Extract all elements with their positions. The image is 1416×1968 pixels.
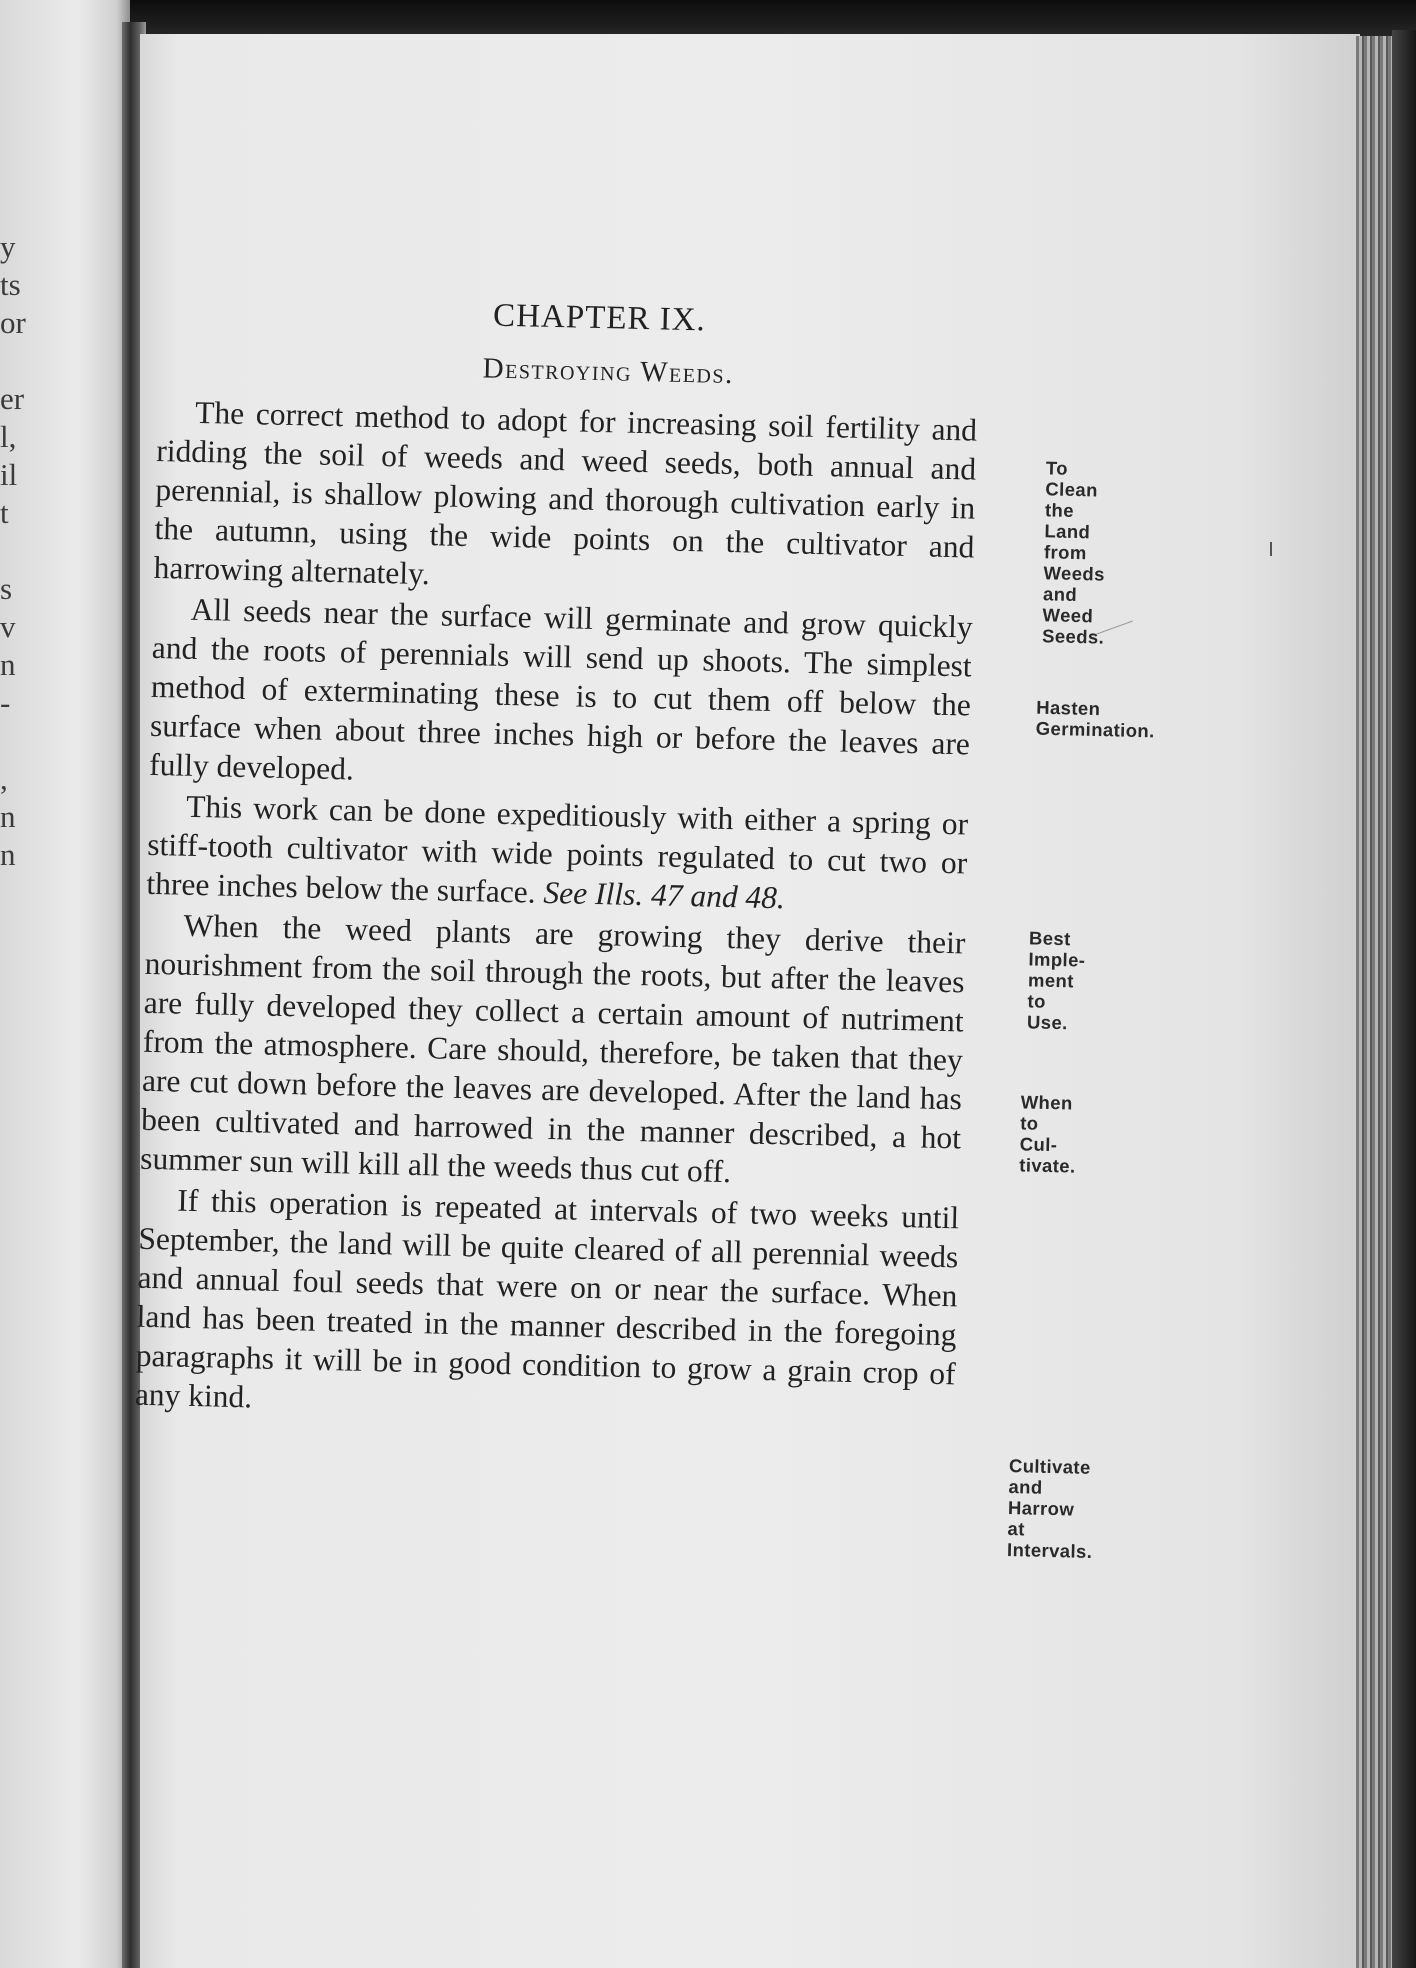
- paragraph: All seeds near the surface will germinate and grow quickly and the roots of perennials will send up shoots. The simplest method of exterminating these is to cut them off below the surface when about three inches high or before the leaves are fully developed.: [148, 591, 973, 787]
- left-fragment: v: [0, 609, 16, 644]
- left-fragment: [0, 722, 40, 760]
- margin-note: To Clean the Land from Weeds and Weed Seeds.: [1041, 457, 1106, 648]
- left-fragment: [0, 342, 40, 380]
- left-fragment: n: [0, 799, 16, 834]
- left-fragment: l,: [0, 419, 17, 454]
- margin-note: When to Cul- tivate.: [1019, 1091, 1076, 1177]
- left-page: [0, 0, 130, 1968]
- left-fragment: n: [0, 647, 16, 682]
- book-cover-edge: [1392, 30, 1416, 1968]
- margin-note: Cultivate and Harrow at Intervals.: [1006, 1455, 1093, 1562]
- left-fragment: t: [0, 495, 9, 530]
- left-fragment: [0, 532, 40, 570]
- pencil-mark: [1270, 542, 1272, 556]
- illustration-reference: See Ills. 47 and 48.: [543, 874, 786, 916]
- left-page-text-fragments: [0, 228, 40, 874]
- paragraph: The correct method to adopt for increasing soil fertility and ridding the soil of weeds and weed seeds, both annual and perennial, is shallow plowing and thorough cultivation early in the autumn, using the wide points on the cultivator and harrowing alternately.: [153, 394, 978, 592]
- left-fragment: or: [0, 305, 26, 340]
- page-text: [134, 290, 1019, 1435]
- left-fragment: er: [0, 381, 25, 416]
- left-fragment: n: [0, 837, 16, 872]
- left-fragment: il: [0, 457, 18, 492]
- paragraph-text: This work can be done expeditiously with either a spring or stiff-tooth cultivator with wide points regulated to cut two or three inches below the surface.: [146, 788, 969, 910]
- margin-note: Hasten Germination.: [1035, 696, 1155, 742]
- paragraph: When the weed plants are growing they derive their nourishment from the soil through the roots, but after the leaves are fully developed they collect a certain amount of nutriment from the atmosphere. Care should, therefore, be taken that they are cut down before the leaves are developed. After the land has been cultivated and harrowed in the manner described, a hot summer sun will kill all the weeds thus cut off.: [139, 907, 966, 1190]
- left-fragment: ,: [0, 761, 8, 796]
- left-fragment: ts: [0, 267, 21, 302]
- chapter-number: CHAPTER IX.: [492, 297, 707, 339]
- chapter-title: Destroying Weeds.: [482, 352, 735, 391]
- paragraph: If this operation is repeated at intervals of two weeks until September, the land will be quite cleared of all perennial weeds and annual foul seeds that were on or near the surface. When land has been treated in the manner described in the foregoing paragraphs it will be in good condition to grow a grain crop of any kind.: [134, 1182, 960, 1415]
- paragraph: [146, 786, 992, 922]
- left-fragment: s: [0, 571, 13, 606]
- left-fragment: -: [0, 685, 11, 720]
- margin-note: Best Imple- ment to Use.: [1026, 927, 1086, 1034]
- left-fragment: y: [0, 229, 16, 264]
